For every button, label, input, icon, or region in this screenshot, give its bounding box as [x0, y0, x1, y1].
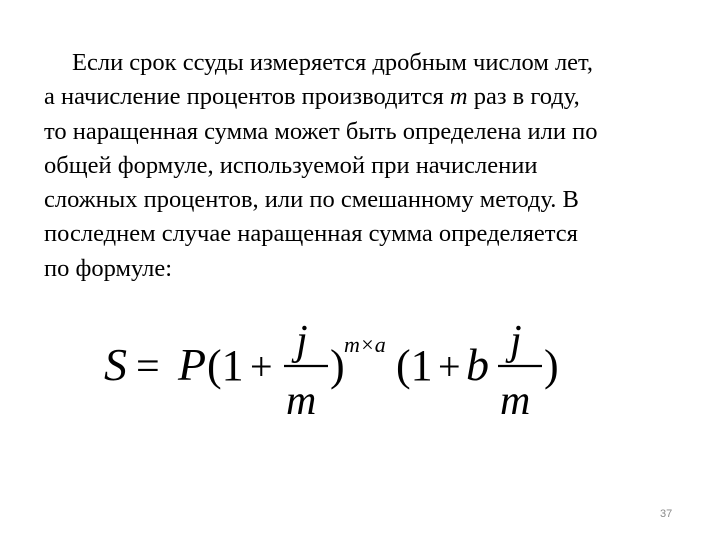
formula-plus-2: +	[438, 344, 461, 389]
formula-m-1: m	[286, 378, 317, 418]
formula-svg	[104, 318, 564, 418]
body-paragraph	[44, 46, 694, 286]
formula-equals: =	[136, 344, 160, 390]
mixed-method-formula	[104, 318, 564, 418]
formula-b: b	[466, 339, 489, 390]
formula-close-paren-2: )	[544, 341, 559, 390]
formula-j-1: j	[296, 318, 308, 364]
formula-P: P	[178, 339, 207, 390]
formula-close-paren-1: )	[330, 341, 345, 390]
formula-open-paren-2: (1	[396, 341, 433, 390]
paragraph-line-2	[44, 80, 694, 114]
paragraph-line-6: последнем случае наращенная сумма определяется	[44, 220, 578, 248]
paragraph-line-2-start: а начисление процентов производится	[44, 83, 450, 111]
formula-exponent: m×a	[344, 332, 386, 357]
formula-S: S	[104, 339, 127, 390]
page-number: 37	[660, 508, 673, 520]
formula-open-paren-1: (1	[207, 341, 244, 390]
formula-j-2: j	[510, 318, 522, 364]
paragraph-line-5: сложных процентов, или по смешанному методу. В	[44, 186, 579, 214]
paragraph-line-1: Если срок ссуды измеряется дробным числом лет,	[72, 49, 594, 76]
paragraph-line-7: по формуле:	[44, 254, 173, 282]
formula-m-2: m	[500, 378, 531, 418]
variable-m: m	[449, 83, 468, 111]
paragraph-line-4: общей формуле, используемой при начислении	[44, 151, 538, 179]
formula-plus-1: +	[250, 344, 273, 389]
paragraph-line-3: то наращенная сумма может быть определена или по	[44, 117, 598, 145]
paragraph-line-2-end: раз в году,	[467, 83, 580, 111]
